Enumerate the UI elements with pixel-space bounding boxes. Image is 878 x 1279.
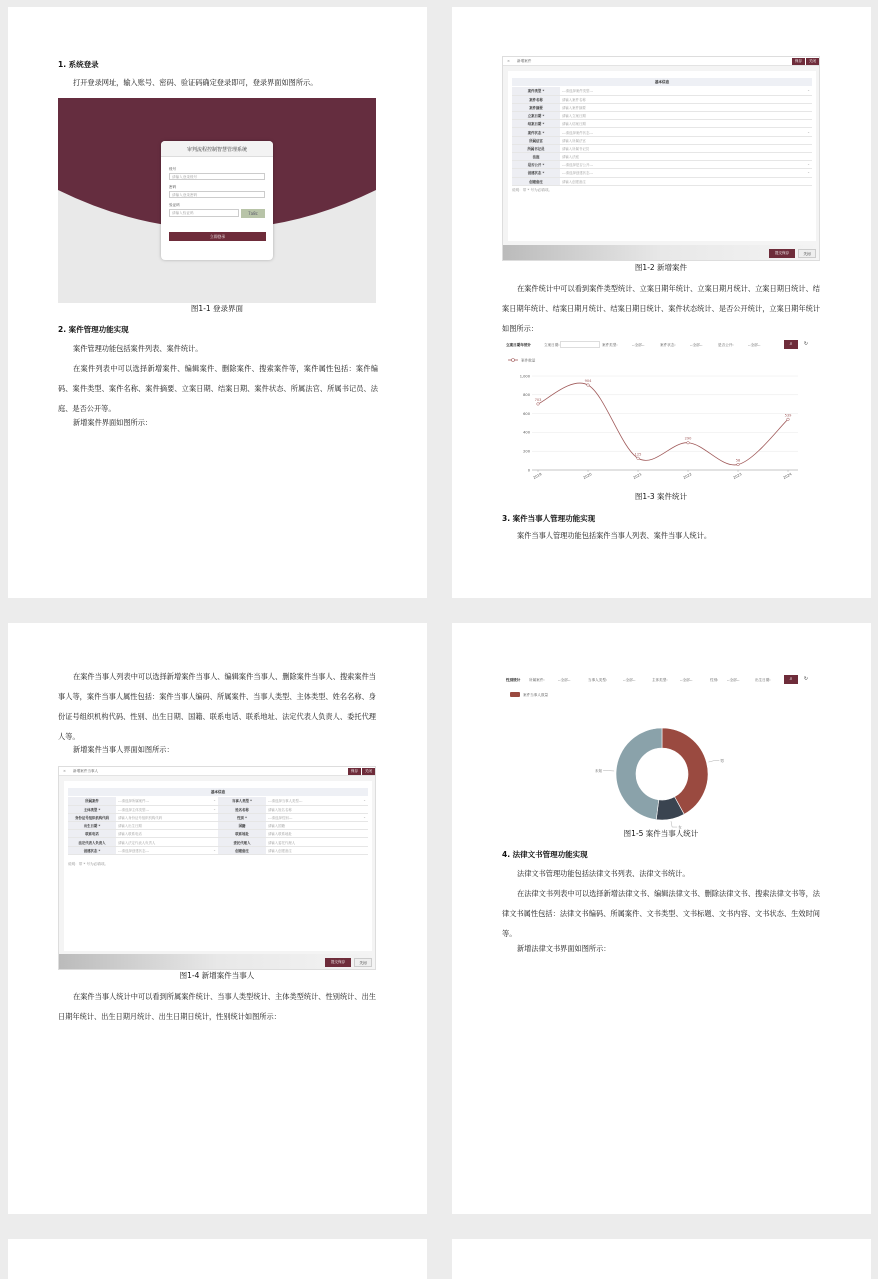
captcha-input[interactable]: 请输入验证码 xyxy=(169,209,239,217)
field-label: 案件摘要 xyxy=(512,103,560,111)
section-4-paragraph-3: 新增法律文书界面如图所示： xyxy=(502,939,820,959)
data-label: 58 xyxy=(736,459,741,463)
field-label: 出生日期 * xyxy=(68,822,116,830)
close-button[interactable]: 关闭 xyxy=(806,58,819,65)
legend-swatch xyxy=(510,692,520,697)
field-input[interactable] xyxy=(560,169,812,177)
field-value: 请输入身份证号组织机构代码 xyxy=(118,816,162,820)
field-input[interactable] xyxy=(266,838,368,846)
field-input[interactable] xyxy=(266,805,368,813)
slice-label: 未知 xyxy=(595,768,603,773)
field-value: ---请选择性别--- xyxy=(268,816,292,820)
field-input[interactable] xyxy=(560,95,812,103)
x-tick-label: 2019 xyxy=(533,472,544,480)
field-label: 所属法官 xyxy=(512,136,560,144)
field-label: 法庭 xyxy=(512,153,560,161)
form-title: 新增案件 xyxy=(517,59,531,64)
line-chart xyxy=(502,352,820,493)
field-input[interactable] xyxy=(116,805,218,813)
filter-party-type-label: 当事人类型: xyxy=(588,678,607,683)
document-page-1 xyxy=(8,7,427,598)
field-value: 请输入所属书记员 xyxy=(562,147,589,151)
field-input[interactable] xyxy=(266,822,368,830)
filter-subject-select[interactable]: --全部-- xyxy=(680,678,692,683)
document-page-6 xyxy=(452,1239,871,1279)
filter-case-type-select[interactable]: --全部-- xyxy=(632,343,644,348)
field-label: 身份证号组织机构代码 xyxy=(68,813,116,821)
field-label: 所属案件 xyxy=(68,797,116,805)
document-page-5 xyxy=(8,1239,427,1279)
field-value: 请输入案件摘要 xyxy=(562,106,586,110)
chevron-down-icon: ⌄ xyxy=(363,815,366,819)
field-value: 请输入创建备注 xyxy=(268,849,292,853)
section-2-heading: 2. 案件管理功能实现 xyxy=(58,324,129,335)
form-row xyxy=(512,103,812,111)
x-tick-label: 2023 xyxy=(733,472,743,480)
figure-1-4-caption: 图1-4 新增案件当事人 xyxy=(58,970,376,981)
case-stats-screenshot xyxy=(502,338,820,493)
section-3-heading: 3. 案件当事人管理功能实现 xyxy=(502,513,595,524)
form-title: 新增案件当事人 xyxy=(73,769,98,774)
series-line xyxy=(538,383,788,465)
y-tick-label: 200 xyxy=(523,450,531,454)
form-row xyxy=(512,95,812,103)
field-input[interactable] xyxy=(560,120,812,128)
field-input[interactable] xyxy=(560,103,812,111)
section-3-text: 案件当事人管理功能包括案件当事人列表、案件当事人统计。 xyxy=(502,526,820,546)
data-label: 539 xyxy=(785,413,793,417)
chevron-down-icon: ⌄ xyxy=(213,807,216,811)
data-point xyxy=(587,384,590,387)
login-title: 审判流程控制智慧管理系统 xyxy=(161,146,273,153)
form-row xyxy=(68,830,368,838)
field-input[interactable] xyxy=(266,797,368,805)
field-value: 请输入案件名称 xyxy=(562,98,586,102)
filter-case-select[interactable]: --全部-- xyxy=(558,678,570,683)
field-value: 请输入国籍 xyxy=(268,824,285,828)
form-row xyxy=(512,112,812,120)
chevron-down-icon: ⌄ xyxy=(807,88,810,92)
figure-1-1-caption: 图1-1 登录界面 xyxy=(58,303,376,314)
section-4-heading: 4. 法律文书管理功能实现 xyxy=(502,849,588,860)
field-value: 请输入姓名名称 xyxy=(268,808,292,812)
field-value: 请输入创建备注 xyxy=(562,180,586,184)
field-input[interactable] xyxy=(560,128,812,136)
section-2-paragraph-3: 新增案件界面如图所示： xyxy=(58,413,378,433)
field-value: 请输入所属法官 xyxy=(562,139,586,143)
form-note: 说明：带 * 号为必填项。 xyxy=(68,862,108,867)
chart-header-title: 立案日期年统计 xyxy=(506,343,531,348)
donut-chart xyxy=(502,688,820,832)
field-label: 案件名称 xyxy=(512,95,560,103)
field-input[interactable] xyxy=(266,830,368,838)
data-label: 703 xyxy=(535,398,542,402)
legend-label: 案件当事人数量 xyxy=(523,692,549,697)
account-input[interactable]: 请输入登录账号 xyxy=(169,173,265,180)
field-value: 请输入结案日期 xyxy=(562,122,586,126)
filter-public-label: 是否公开: xyxy=(718,343,734,348)
filter-date-input[interactable] xyxy=(560,341,600,348)
form-row xyxy=(512,169,812,177)
field-label: 联系电话 xyxy=(68,830,116,838)
field-input[interactable] xyxy=(560,87,812,95)
form-row xyxy=(68,822,368,830)
close-x-icon[interactable]: × xyxy=(507,59,510,63)
filter-status-select[interactable]: --全部-- xyxy=(690,343,702,348)
section-label: 基本信息 xyxy=(68,788,368,796)
chevron-down-icon: ⌄ xyxy=(213,798,216,802)
party-stats-screenshot xyxy=(502,672,820,832)
filter-public-select[interactable]: --全部-- xyxy=(748,343,760,348)
close-button[interactable]: 关闭 xyxy=(362,768,375,775)
section-2-paragraph-2: 在案件列表中可以选择新增案件、编辑案件、删除案件、搜索案件等，案件属性包括：案件编码、案件类型、案件名称、案件摘要、立案日期、结案日期、案件状态、所属法官、所属书记员、法庭、是否公开等。 xyxy=(58,359,378,419)
field-label: 联系地址 xyxy=(218,830,266,838)
search-icon[interactable]: ⌕ xyxy=(784,675,798,684)
y-tick-label: 1,000 xyxy=(520,374,531,378)
x-tick-label: 2021 xyxy=(633,472,643,480)
chevron-down-icon: ⌄ xyxy=(213,848,216,852)
form-row xyxy=(512,161,812,169)
document-page-2 xyxy=(452,7,871,598)
form-note: 说明：带 * 号为必填项。 xyxy=(512,188,552,193)
section-4-paragraph-2: 在法律文书列表中可以选择新增法律文书、编辑法律文书、删除法律文书、搜索法律文书等，法律文书属性包括：法律文书编码、所属案件、文书类型、文书标题、文书内容、文书状态、生效时间等。 xyxy=(502,884,820,944)
gender-stats-title: 性别统计 xyxy=(506,678,520,683)
form-row xyxy=(512,87,812,95)
section-1-text: 打开登录网址，输入账号、密码、验证码确定登录即可，登录界面如图所示。 xyxy=(58,73,378,93)
label-leader xyxy=(671,821,677,827)
login-screenshot xyxy=(58,98,376,303)
filter-case-type-label: 案件类型: xyxy=(602,343,618,348)
data-point xyxy=(687,441,690,444)
field-value: ---请选择创建状态--- xyxy=(118,849,149,853)
form-row xyxy=(512,177,812,185)
field-input[interactable] xyxy=(116,813,218,821)
y-tick-label: 800 xyxy=(523,393,531,397)
form-row xyxy=(68,838,368,846)
field-input[interactable] xyxy=(116,822,218,830)
data-point xyxy=(787,418,790,421)
field-input[interactable] xyxy=(560,136,812,144)
field-value: ---请选择是否公开--- xyxy=(562,163,593,167)
cancel-button[interactable]: 关闭 xyxy=(798,249,816,258)
field-label: 结案日期 * xyxy=(512,120,560,128)
field-label: 创建状态 * xyxy=(68,846,116,854)
field-label: 是否公开 * xyxy=(512,161,560,169)
filter-subject-label: 主体类型: xyxy=(652,678,668,683)
field-value: 请输入出生日期 xyxy=(118,824,142,828)
field-value: ---请选择创建状态--- xyxy=(562,171,593,175)
captcha-image[interactable]: 7a8c xyxy=(241,209,265,218)
case-form-table xyxy=(512,87,812,186)
field-value: ---请选择所属案件--- xyxy=(118,799,149,803)
field-input[interactable] xyxy=(116,838,218,846)
y-tick-label: 600 xyxy=(523,412,531,416)
data-point xyxy=(637,457,640,460)
filter-status-label: 案件状态: xyxy=(660,343,676,348)
pie-slice xyxy=(616,728,662,820)
chevron-down-icon: ⌄ xyxy=(807,130,810,134)
filter-party-type-select[interactable]: --全部-- xyxy=(623,678,635,683)
party-stats-paragraph: 在案件当事人统计中可以看到所属案件统计、当事人类型统计、主体类型统计、性别统计、出生日期年统计、出生日期月统计、出生日期日统计，性别统计如图所示： xyxy=(58,987,376,1027)
save-button[interactable]: 保存 xyxy=(792,58,805,65)
captcha-label: 验证码 xyxy=(169,203,180,208)
login-card xyxy=(161,141,273,260)
field-value: ---请选择案件类型--- xyxy=(562,89,593,93)
add-party-screenshot xyxy=(58,766,376,970)
search-icon[interactable]: ⌕ xyxy=(784,340,798,349)
filter-gender-select[interactable]: --全部-- xyxy=(727,678,739,683)
document-page-3 xyxy=(8,623,427,1214)
party-form-table xyxy=(68,797,368,855)
section-label: 基本信息 xyxy=(512,78,812,86)
data-label: 904 xyxy=(585,379,593,383)
party-list-paragraph: 在案件当事人列表中可以选择新增案件当事人、编辑案件当事人、删除案件当事人、搜索案件当事人等，案件当事人属性包括：案件当事人编码、所属案件、当事人类型、主体类型、姓名名称、身份证号组织机构代码、性别、出生日期、国籍、联系电话、联系地址、法定代表人负责人、委托代理人等。 xyxy=(58,667,376,747)
x-tick-label: 2020 xyxy=(583,472,594,480)
cancel-button[interactable]: 关闭 xyxy=(354,958,372,967)
data-label: 125 xyxy=(635,452,642,456)
filter-date-label: 立案日期: xyxy=(544,343,560,348)
slice-label: 男 xyxy=(720,758,724,763)
filter-case-label: 所属案件: xyxy=(529,678,545,683)
form-row xyxy=(512,128,812,136)
field-label: 姓名名称 xyxy=(218,805,266,813)
password-input[interactable]: 请输入登录密码 xyxy=(169,191,265,198)
figure-1-3-caption: 图1-3 案件统计 xyxy=(502,491,820,502)
submit-button[interactable]: 提交保存 xyxy=(325,958,351,967)
field-value: ---请选择案件状态--- xyxy=(562,131,593,135)
field-input[interactable] xyxy=(560,177,812,185)
party-form-intro: 新增案件当事人界面如图所示： xyxy=(58,740,376,760)
field-label: 创建状态 * xyxy=(512,169,560,177)
refresh-icon[interactable]: ↻ xyxy=(801,675,811,684)
field-value: 请输入法定代表人负责人 xyxy=(118,841,155,845)
filter-birth-label: 出生日期: xyxy=(755,678,771,683)
field-label: 主体类型 * xyxy=(68,805,116,813)
field-input[interactable] xyxy=(266,846,368,854)
field-input[interactable] xyxy=(266,813,368,821)
field-label: 委托代理人 xyxy=(218,838,266,846)
form-row xyxy=(512,144,812,152)
field-label: 创建备注 xyxy=(218,846,266,854)
field-label: 案件类型 * xyxy=(512,87,560,95)
figure-1-2-caption: 图1-2 新增案件 xyxy=(502,262,820,273)
field-value: 请输入法庭 xyxy=(562,155,579,159)
y-tick-label: 0 xyxy=(528,468,531,472)
field-label: 立案日期 * xyxy=(512,112,560,120)
field-value: 请输入联系电话 xyxy=(118,832,142,836)
y-tick-label: 400 xyxy=(523,431,531,435)
form-row xyxy=(68,797,368,805)
password-label: 密码 xyxy=(169,185,176,190)
form-row xyxy=(512,120,812,128)
field-value: 请输入立案日期 xyxy=(562,114,586,118)
form-row xyxy=(68,813,368,821)
label-leader xyxy=(708,761,719,762)
chevron-down-icon: ⌄ xyxy=(807,170,810,174)
refresh-icon[interactable]: ↻ xyxy=(801,340,811,349)
section-4-paragraph-1: 法律文书管理功能包括法律文书列表、法律文书统计。 xyxy=(502,864,820,884)
section-2-paragraph-1: 案件管理功能包括案件列表、案件统计。 xyxy=(58,339,378,359)
add-case-screenshot xyxy=(502,56,820,261)
field-value: ---请选择当事人类型--- xyxy=(268,799,302,803)
chevron-down-icon: ⌄ xyxy=(363,798,366,802)
form-row xyxy=(68,805,368,813)
field-label: 国籍 xyxy=(218,822,266,830)
field-input[interactable] xyxy=(116,846,218,854)
filter-gender-label: 性别: xyxy=(710,678,718,683)
legend-label: 案件数量 xyxy=(521,358,536,363)
field-label: 法定代表人负责人 xyxy=(68,838,116,846)
account-label: 账号 xyxy=(169,167,176,172)
field-input[interactable] xyxy=(116,830,218,838)
figure-1-5-caption: 图1-5 案件当事人统计 xyxy=(502,828,820,839)
field-input[interactable] xyxy=(560,144,812,152)
field-value: 请输入联系地址 xyxy=(268,832,292,836)
field-input[interactable] xyxy=(560,161,812,169)
field-value: 请输入委托代理人 xyxy=(268,841,295,845)
slice-label: 女 xyxy=(678,824,682,829)
x-tick-label: 2024 xyxy=(783,472,794,480)
x-tick-label: 2022 xyxy=(683,472,693,480)
field-input[interactable] xyxy=(560,112,812,120)
data-point xyxy=(537,403,540,406)
close-x-icon[interactable]: × xyxy=(63,769,66,773)
field-value: ---请选择主体类型--- xyxy=(118,808,149,812)
document-page-4 xyxy=(452,623,871,1214)
data-label: 290 xyxy=(685,437,693,441)
data-point xyxy=(737,463,740,466)
login-button[interactable]: 立即登录 xyxy=(169,232,266,241)
legend-marker xyxy=(512,359,515,362)
field-input[interactable] xyxy=(116,797,218,805)
case-stats-paragraph: 在案件统计中可以看到案件类型统计、立案日期年统计、立案日期月统计、立案日期日统计、结案日期年统计、结案日期月统计、结案日期日统计、案件状态统计、是否公开统计，立案日期年统计如图所示： xyxy=(502,279,820,339)
form-row xyxy=(512,136,812,144)
section-1-heading: 1. 系统登录 xyxy=(58,59,99,70)
field-label: 创建备注 xyxy=(512,177,560,185)
submit-button[interactable]: 提交保存 xyxy=(769,249,795,258)
field-label: 当事人类型 * xyxy=(218,797,266,805)
chevron-down-icon: ⌄ xyxy=(807,162,810,166)
form-row xyxy=(68,846,368,854)
field-label: 所属书记员 xyxy=(512,144,560,152)
save-button[interactable]: 保存 xyxy=(348,768,361,775)
field-label: 案件状态 * xyxy=(512,128,560,136)
field-input[interactable] xyxy=(560,153,812,161)
form-row xyxy=(512,153,812,161)
field-label: 性别 * xyxy=(218,813,266,821)
